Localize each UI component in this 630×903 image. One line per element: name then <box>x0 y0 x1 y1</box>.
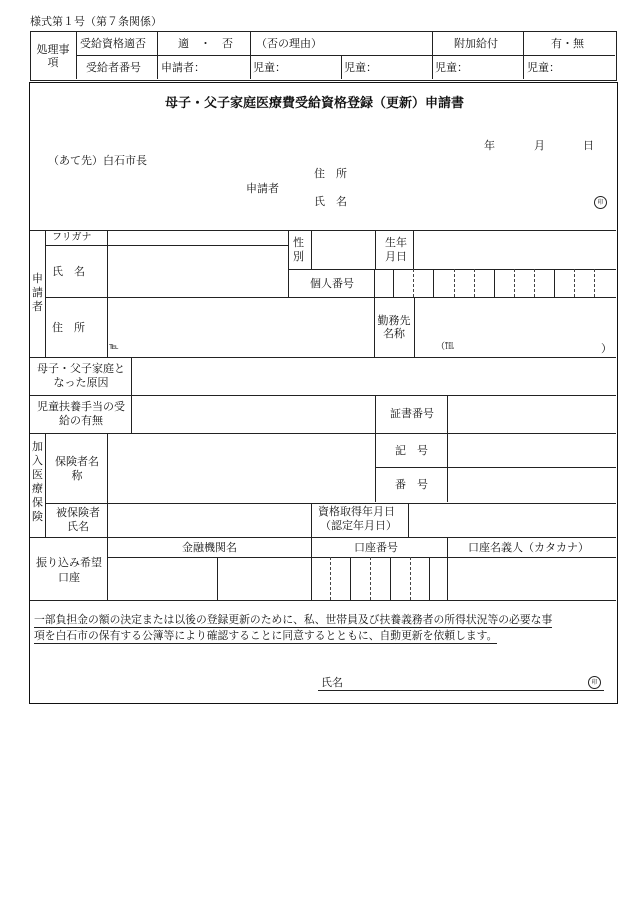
workplace-label: 勤務先名称 <box>377 314 411 340</box>
consent-text-line-2: 項を白石市の保有する公簿等により確認することに同意するとともに、自動更新を依頼します。 <box>34 629 498 642</box>
form-code: 様式第１号（第７条関係） <box>30 15 162 28</box>
date-year: 年 <box>484 139 495 152</box>
child-no-label-3: 児童： <box>435 61 468 74</box>
reason-label: （否の理由） <box>256 37 322 50</box>
extra-label: 附加給付 <box>454 37 498 50</box>
child-allowance-label: 児童扶養手当の受給の有無 <box>37 400 125 427</box>
cause-label: 母子・父子家庭となった原因 <box>37 362 125 389</box>
address-label: 住 所 <box>52 321 85 334</box>
furigana-label: フリガナ <box>52 232 92 243</box>
recipient-no-label: 受給者番号 <box>86 61 141 74</box>
consent-text-line-1: 一部負担金の額の決定または以後の登録更新のために、私、世帯員及び扶養義務者の所得状況等の必要な事 <box>34 613 553 626</box>
signature-seal-icon: 印 <box>588 676 601 689</box>
gender-label: 性別 <box>293 236 304 263</box>
date-month: 月 <box>534 139 545 152</box>
child-no-label-4: 児童： <box>527 61 560 74</box>
acquired-label: 資格取得年月日 <box>318 505 395 518</box>
eligibility-no: 否 <box>222 37 233 50</box>
child-no-label-1: 児童： <box>253 61 286 74</box>
eligibility-label: 受給資格適否 <box>80 37 146 50</box>
bank-label: 振り込み希望口座 <box>36 556 102 584</box>
holder-label: 口座名義人（カタカナ） <box>468 541 589 554</box>
applicant-address-label: 住 所 <box>314 167 347 180</box>
applicant-vertical-label: 申請者 <box>32 272 43 313</box>
child-no-label-2: 児童： <box>344 61 377 74</box>
work-tel-close: ） <box>601 342 612 355</box>
processing-label: 処理事項 <box>36 43 70 69</box>
work-tel-open: （℡ <box>436 342 455 352</box>
insured-label: 被保険者氏名 <box>56 506 100 533</box>
account-no-label: 口座番号 <box>354 541 398 554</box>
my-number-label: 個人番号 <box>310 277 354 290</box>
birth-label: 生年月日 <box>385 236 407 263</box>
insurer-label: 保険者名称 <box>55 455 99 482</box>
eligibility-sep: ・ <box>200 37 211 50</box>
certificate-no-label: 証書番号 <box>390 407 434 420</box>
acquired-sub-label: （認定年月日） <box>320 519 397 532</box>
extra-value: 有・無 <box>551 37 584 50</box>
number-label: 番 号 <box>395 478 428 491</box>
insurance-vertical-label: 加入医療保険 <box>32 440 43 523</box>
applicant-name-label: 氏 名 <box>314 195 347 208</box>
name-label: 氏 名 <box>52 265 85 278</box>
symbol-label: 記 号 <box>395 444 428 457</box>
date-day: 日 <box>583 139 594 152</box>
home-tel-label: ℡ <box>109 342 119 352</box>
applicant-seal-icon: 印 <box>594 196 607 209</box>
applicant-header-label: 申請者 <box>246 182 279 195</box>
addressee: （あて先）白石市長 <box>48 154 147 167</box>
eligibility-yes: 適 <box>178 37 189 50</box>
form-title: 母子・父子家庭医療費受給資格登録（更新）申請書 <box>165 96 465 111</box>
signature-label: 氏名 <box>321 676 343 689</box>
institution-label: 金融機関名 <box>182 541 237 554</box>
applicant-no-label: 申請者： <box>161 61 205 74</box>
signature-line <box>318 690 604 691</box>
